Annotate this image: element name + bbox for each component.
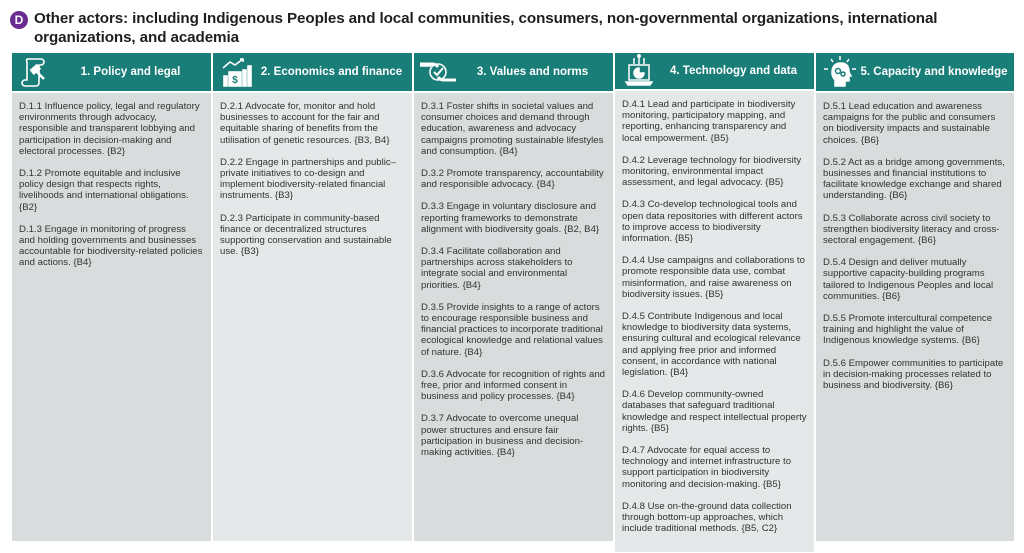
action-item: D.3.4 Facilitate collaboration and partnerships across stakeholders to integrate social and environmental priorities. {B4} <box>421 246 573 291</box>
action-item: D.2.2 Engage in partnerships and public–private initiatives to co-design and implement biodiversity-related financial instruments. {B3} <box>220 156 397 202</box>
action-item: D.5.6 Empower communities to participate in decision-making processes related to business and biodiversity. {B6} <box>823 357 1004 392</box>
column-label: 1. Policy and legal <box>80 66 181 78</box>
column-technology-data <box>615 53 814 541</box>
head-gears-icon <box>820 54 860 90</box>
action-item: D.4.3 Co-develop technological tools and open data repositories with different actors to improve access to biodiversity information. {B5} <box>622 199 803 245</box>
action-item: D.4.4 Use campaigns and collaborations to promote responsible data use, combat misinformation, and raise awareness on biodiversity issues. {B5} <box>622 255 805 300</box>
hands-globe-icon <box>418 54 458 90</box>
action-item: D.3.1 Foster shifts in societal values and consumer choices and demand through education, awareness and advocacy campaigns promoting sustainable lifestyles and consumption. {B4} <box>421 101 604 157</box>
column-header <box>213 53 412 93</box>
action-item: D.3.2 Promote transparency, accountability and responsible advocacy. {B4} <box>421 168 604 191</box>
column-header <box>816 53 1014 93</box>
column-body <box>816 93 1014 541</box>
gavel-scroll-icon <box>16 54 56 90</box>
column-body <box>414 93 613 541</box>
action-item: D.3.6 Advocate for recognition of rights and free, prior and informed consent in business and policy processes. {B4} <box>421 368 605 403</box>
action-item: D.5.1 Lead education and awareness campaigns for the public and consumers on biodiversity impacts and sustainable choices. {B6} <box>823 101 996 146</box>
action-item: D.5.2 Act as a bridge among governments, businesses and financial institutions to facilitate knowledge exchange and shared understanding. {B6} <box>823 156 1005 202</box>
action-item: D.4.5 Contribute Indigenous and local knowledge to biodiversity data systems, ensuring cultural and ecological relevance and applying free prior and informed consent, in accordance with national legislation. {B4} <box>622 311 801 379</box>
action-item: D.5.5 Promote intercultural competence training and highlight the value of Indigenous knowledge systems. {B6} <box>823 313 993 347</box>
action-item: D.3.3 Engage in voluntary disclosure and reporting frameworks to demonstrate alignment with biodiversity goals. {B2, B4} <box>421 201 600 235</box>
section-badge: D <box>10 11 28 29</box>
column-capacity-knowledge <box>816 53 1014 541</box>
action-item: D.4.2 Leverage technology for biodiversity monitoring, environmental impact assessment, and legal advocacy. {B5} <box>622 154 802 189</box>
action-item: D.1.2 Promote equitable and inclusive policy design that respects rights, livelihoods and international obligations. {B2} <box>19 168 189 213</box>
action-item: D.4.6 Develop community-owned databases that safeguard traditional knowledge and respect intellectual property rights. {B5} <box>622 389 807 434</box>
column-body <box>213 93 412 541</box>
action-item: D.4.1 Lead and participate in biodiversity monitoring, participatory mapping, and reporting, enhancing transparency and local empowerment. {B5} <box>622 99 796 144</box>
action-item: D.3.5 Provide insights to a range of actors to encourage responsible business and financial practices to incorporate traditional ecological knowledge and relational values of nature. {B4} <box>421 301 603 358</box>
column-header <box>414 53 613 93</box>
action-item: D.4.8 Use on-the-ground data collection through bottom-up approaches, which include traditional methods. {B5, C2} <box>622 500 792 535</box>
action-item: D.3.7 Advocate to overcome unequal power structures and ensure fair participation in business and decision-making activities. {B4} <box>421 413 584 459</box>
column-label: 2. Economics and finance <box>260 66 403 78</box>
column-economics-finance <box>213 53 412 541</box>
action-item: D.2.3 Participate in community-based finance or decentralized structures supporting conservation and sustainable use. {B3} <box>220 212 392 258</box>
column-body <box>12 93 211 541</box>
action-item: D.2.1 Advocate for, monitor and hold businesses to account for the fair and equitable sharing of benefits from the utilisation of genetic resources. {B3, B4} <box>220 101 390 146</box>
column-label: 4. Technology and data <box>670 65 797 77</box>
column-body <box>615 91 814 552</box>
section-header <box>10 9 1020 47</box>
action-item: D.5.3 Collaborate across civil society to strengthen biodiversity literacy and cross-sectoral engagement. {B6} <box>823 212 1000 247</box>
svg-text:$: $ <box>232 75 238 86</box>
section-title: Other actors: including Indigenous Peoples and local communities, consumers, non-governmental organizations, international organizations, and academia <box>34 10 938 46</box>
action-item: D.1.3 Engage in monitoring of progress and holding governments and businesses accountable for biodiversity-related policies and actions. {B4} <box>19 223 203 269</box>
column-label: 3. Values and norms <box>476 66 589 78</box>
column-header <box>615 53 814 91</box>
column-values-norms <box>414 53 613 541</box>
action-item: D.1.1 Influence policy, legal and regulatory environments through advocacy, responsible and transparent lobbying and participation in decision-making and electoral processes. {B2} <box>19 101 200 157</box>
action-item: D.5.4 Design and deliver mutually supportive capacity-building programs tailored to Indigenous Peoples and local communities. {B6} <box>823 257 994 302</box>
actions-table <box>12 53 1014 541</box>
laptop-data-icon <box>619 53 659 89</box>
column-header <box>12 53 211 93</box>
money-growth-icon <box>217 54 257 90</box>
action-item: D.4.7 Advocate for equal access to technology and internet infrastructure to support participation in biodiversity monitoring and decision-making. {B5} <box>622 445 792 490</box>
column-policy-legal <box>12 53 211 541</box>
column-label: 5. Capacity and knowledge <box>860 66 1008 78</box>
